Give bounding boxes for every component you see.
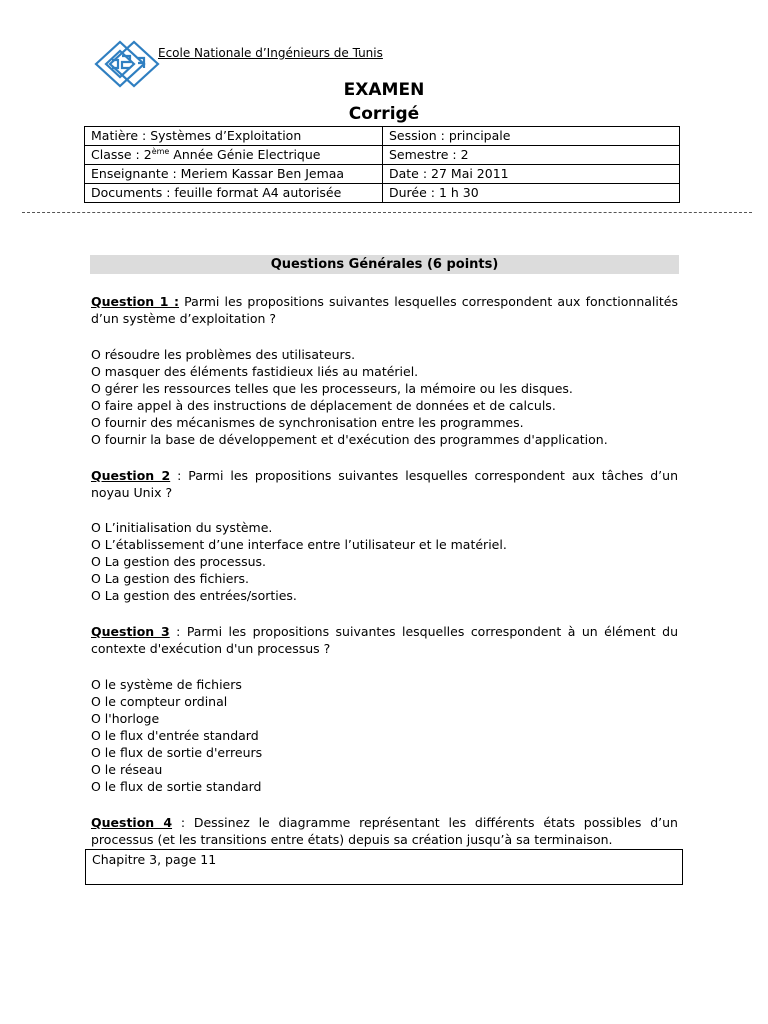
list-item[interactable]: O le réseau xyxy=(91,762,163,777)
question-text xyxy=(91,623,678,657)
table-row xyxy=(85,146,680,165)
table-cell: Session : principale xyxy=(383,127,680,146)
question-2-options xyxy=(91,519,678,604)
table-cell: Date : 27 Mai 2011 xyxy=(383,165,680,184)
question-2 xyxy=(91,467,678,501)
question-body: Parmi les propositions suivantes lesquelles correspondent aux fonctionnalités d’un système d’exploitation ? xyxy=(91,294,678,326)
separator-line xyxy=(22,212,752,213)
list-item[interactable]: O masquer des éléments fastidieux liés au matériel. xyxy=(91,364,419,379)
list-item[interactable]: O le flux de sortie d'erreurs xyxy=(91,745,263,760)
question-3-options xyxy=(91,676,678,795)
question-label: Question 2 xyxy=(91,468,171,483)
question-label: Question 1 : xyxy=(91,294,179,309)
question-1-options xyxy=(91,346,678,448)
list-item[interactable]: O résoudre les problèmes des utilisateurs. xyxy=(91,347,356,362)
answer-box xyxy=(85,849,683,885)
question-1 xyxy=(91,293,678,327)
list-item[interactable]: O fournir des mécanismes de synchronisation entre les programmes. xyxy=(91,415,524,430)
list-item[interactable]: O fournir la base de développement et d'exécution des programmes d'application. xyxy=(91,432,608,447)
list-item[interactable]: O le compteur ordinal xyxy=(91,694,228,709)
list-item[interactable]: O La gestion des fichiers. xyxy=(91,571,250,586)
list-item[interactable]: O l'horloge xyxy=(91,711,160,726)
table-cell: Enseignante : Meriem Kassar Ben Jemaa xyxy=(85,165,383,184)
question-body: : Parmi les propositions suivantes lesquelles correspondent à un élément du contexte d'exécution d'un processus ? xyxy=(91,624,678,656)
exam-title: EXAMEN xyxy=(343,80,425,100)
exam-info-table xyxy=(84,126,680,203)
list-item[interactable]: O La gestion des processus. xyxy=(91,554,267,569)
list-item[interactable]: O le flux de sortie standard xyxy=(91,779,262,794)
table-cell: Matière : Systèmes d’Exploitation xyxy=(85,127,383,146)
question-text xyxy=(91,293,678,327)
list-item[interactable]: O le flux d'entrée standard xyxy=(91,728,259,743)
question-4 xyxy=(91,814,678,848)
table-row xyxy=(85,184,680,203)
list-item[interactable]: O le système de fichiers xyxy=(91,677,242,692)
question-body: : Dessinez le diagramme représentant les différents états possibles d’un processus (et les transitions entre états) depuis sa création jusqu’à sa terminaison. xyxy=(91,815,678,847)
table-cell: Durée : 1 h 30 xyxy=(383,184,680,203)
class-prefix: Classe : 2 xyxy=(91,147,152,162)
list-item[interactable]: O L’initialisation du système. xyxy=(91,520,273,535)
table-cell xyxy=(85,146,383,165)
exam-subtitle: Corrigé xyxy=(348,104,420,124)
question-3 xyxy=(91,623,678,657)
answer-text: Chapitre 3, page 11 xyxy=(92,852,217,867)
list-item[interactable]: O L’établissement d’une interface entre l’utilisateur et le matériel. xyxy=(91,537,507,552)
table-row xyxy=(85,127,680,146)
class-suffix: Année Génie Electrique xyxy=(169,147,321,162)
question-text xyxy=(91,467,678,501)
class-superscript: ème xyxy=(151,146,170,156)
list-item[interactable]: O gérer les ressources telles que les processeurs, la mémoire ou les disques. xyxy=(91,381,573,396)
section-header: Questions Générales (6 points) xyxy=(90,255,679,274)
question-label: Question 4 xyxy=(91,815,173,830)
list-item[interactable]: O La gestion des entrées/sorties. xyxy=(91,588,297,603)
table-cell: Documents : feuille format A4 autorisée xyxy=(85,184,383,203)
table-row xyxy=(85,165,680,184)
question-text xyxy=(91,814,678,848)
list-item[interactable]: O faire appel à des instructions de déplacement de données et de calculs. xyxy=(91,398,556,413)
table-cell: Semestre : 2 xyxy=(383,146,680,165)
question-label: Question 3 xyxy=(91,624,170,639)
question-body: : Parmi les propositions suivantes lesquelles correspondent aux tâches d’un noyau Unix ? xyxy=(91,468,678,500)
school-name: Ecole Nationale d’Ingénieurs de Tunis xyxy=(158,46,383,60)
